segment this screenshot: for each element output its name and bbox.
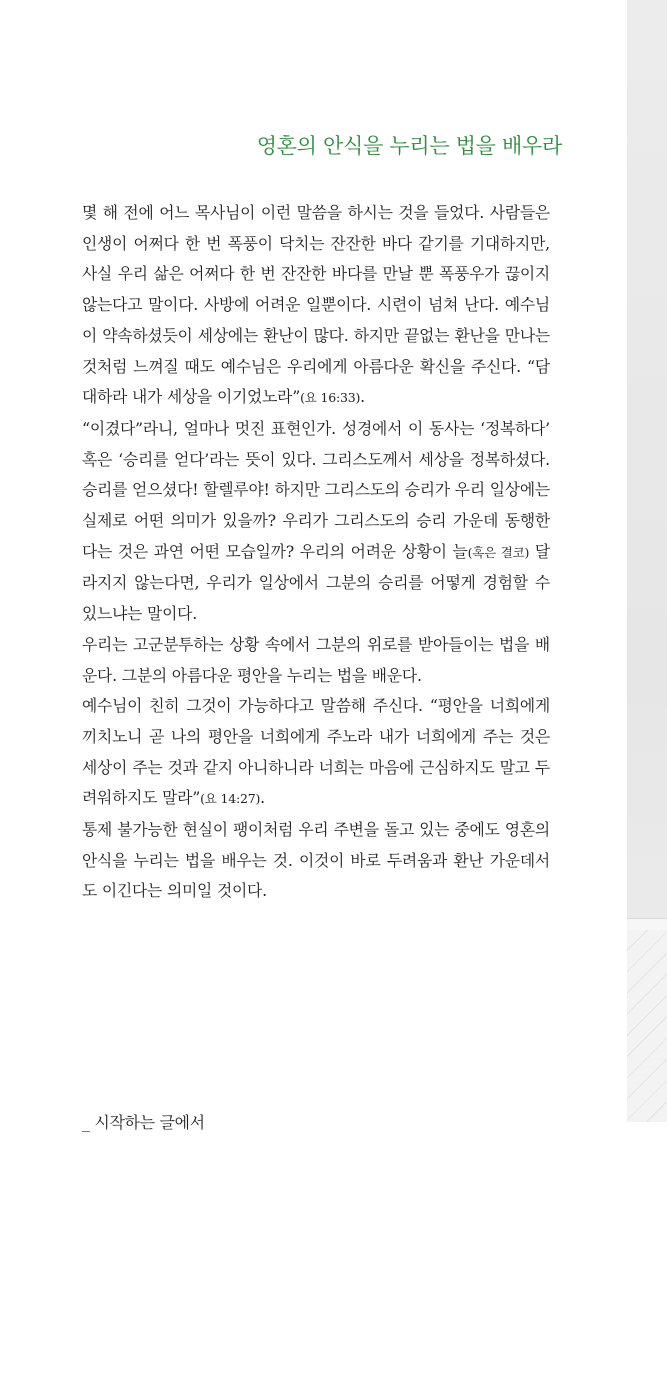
paragraph-text: “이겼다”라니, 얼마나 멋진 표현인가. 성경에서 이 동사는 ‘정복하다’ 혹은 ‘승리를 얻다’라는 뜻이 있다. 그리스도께서 세상을 정복하셨다. 승리를 얻으셨다! 할렐루야! 하지만 그리스도의 승리가 우리 일상에는 실제로 어떤 의미가 있을까? 우리가 그리스도의 승리 가운데 동행한다는 것은 과연 어떤 모습일까? 우리의 어려운 상황이 늘	[82, 418, 550, 561]
page-title: 영혼의 안식을 누리는 법을 배우라	[256, 134, 562, 158]
source-attribution: _ 시작하는 글에서	[82, 1113, 205, 1132]
floor-decoration	[627, 930, 667, 1122]
paragraph	[82, 198, 550, 414]
right-edge-decoration	[627, 0, 667, 1122]
paragraph	[82, 691, 550, 815]
paragraph	[82, 414, 550, 630]
scripture-reference: (요 16:33)	[300, 390, 361, 406]
paragraph-text: 통제 불가능한 현실이 팽이처럼 우리 주변을 돌고 있는 중에도 영혼의 안식을 누리는 법을 배우는 것. 이것이 바로 두려움과 환난 가운데서도 이긴다는 의미일 것이다.	[82, 820, 550, 901]
paragraph-text-tail: 달라지지 않는다면, 우리가 일상에서 그분의 승리를 어떻게 경험할 수 있느냐는 말이다.	[82, 541, 550, 624]
parenthetical-note: (혹은 결코)	[467, 544, 530, 560]
paragraph	[82, 630, 550, 691]
paragraph-text: 우리는 고군분투하는 상황 속에서 그분의 위로를 받아들이는 법을 배운다. 그분의 아름다운 평안을 누리는 법을 배운다.	[82, 634, 550, 685]
paragraph-text: 예수님이 친히 그것이 가능하다고 말씀해 주신다. “평안을 너희에게 끼치노니 곧 나의 평안을 너희에게 주노라 내가 너희에게 주는 것은 세상이 주는 것과 같지 아니하니라 너희는 마음에 근심하지도 말고 두려워하지도 말라”	[82, 696, 550, 808]
scripture-reference: (요 14:27)	[200, 791, 261, 807]
paragraph-text: 몇 해 전에 어느 목사님이 이런 말씀을 하시는 것을 들었다. 사람들은 인생이 어쩌다 한 번 폭풍이 닥치는 잔잔한 바다 같기를 기대하지만, 사실 우리 삶은 어쩌다 한 번 잔잔한 바다를 만날 뿐 폭풍우가 끊이지 않는다고 말이다. 사방에 어려운 일뿐이다. 시련이 넘쳐 난다. 예수님이 약속하셨듯이 세상에는 환난이 많다. 하지만 끝없는 환난을 만나는 것처럼 느껴질 때도 예수님은 우리에게 아름다운 확신을 주신다. “담대하라 내가 세상을 이기었노라”	[82, 203, 550, 407]
paragraph-text-tail: .	[260, 788, 265, 808]
paragraph-text-tail: .	[360, 387, 365, 407]
paragraph	[82, 815, 550, 907]
body-text	[82, 198, 550, 907]
